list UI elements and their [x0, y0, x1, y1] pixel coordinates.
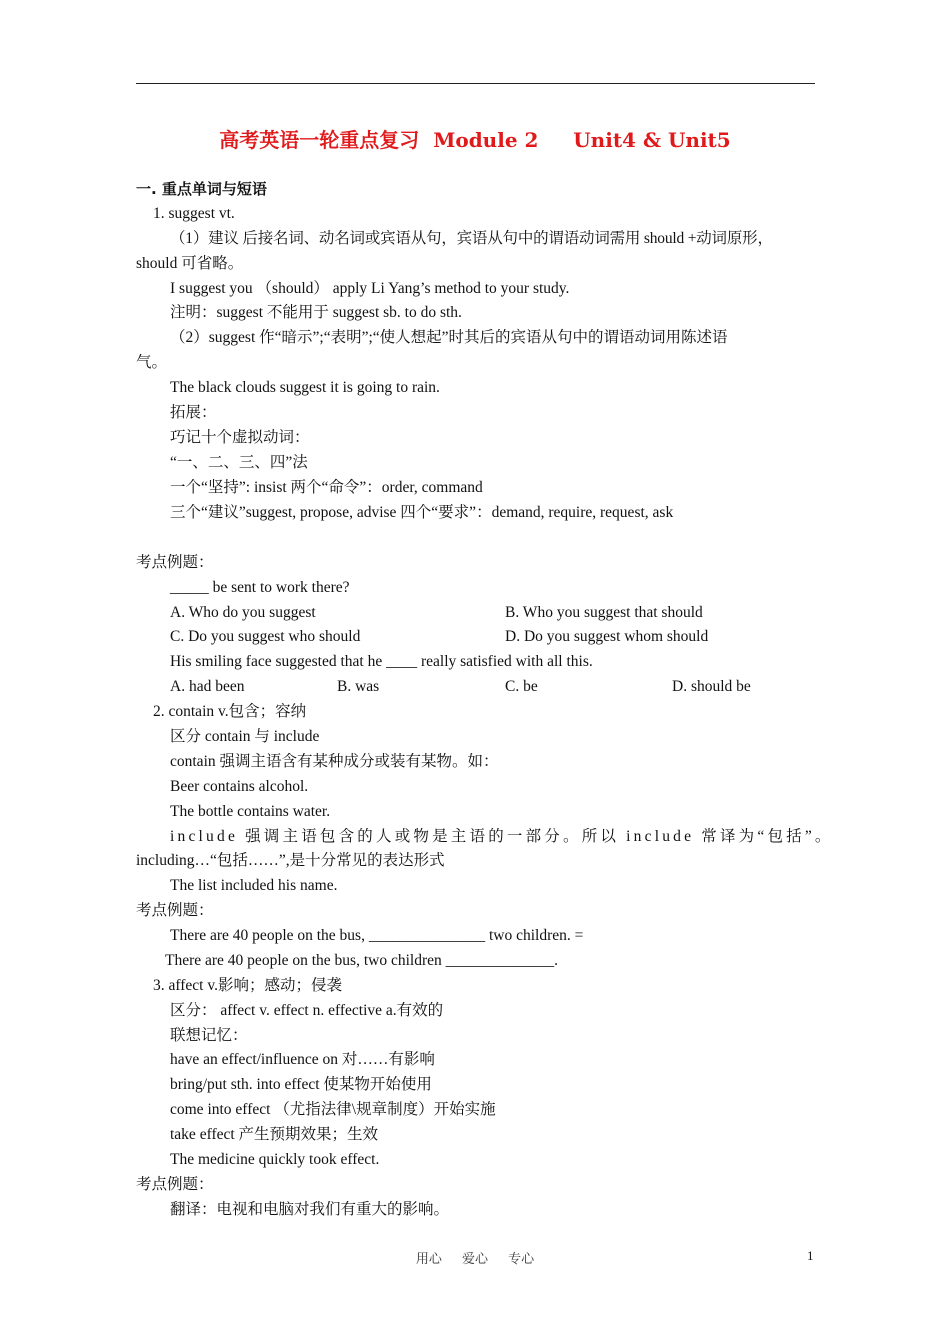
exercise-question: There are 40 people on the bus, _______________ two children. = — [170, 927, 584, 944]
header-rule — [136, 83, 815, 84]
option-c: C. Do you suggest who should — [170, 628, 361, 645]
exercise-question: His smiling face suggested that he ____ really satisfied with all this. — [170, 653, 593, 670]
option-a: A. had been — [170, 678, 245, 695]
text-line: should 可省略。 — [136, 255, 244, 272]
section-heading: 一. 重点单词与短语 — [136, 180, 267, 198]
text-line: 区分： affect v. effect n. effective a.有效的 — [170, 1002, 444, 1019]
option-d: D. Do you suggest whom should — [505, 628, 709, 645]
example-sentence: I suggest you （should） apply Li Yang’s method to your study. — [170, 280, 570, 297]
text-line: 拓展： — [170, 404, 217, 421]
exercise-question: 翻译：电视和电脑对我们有重大的影响。 — [170, 1201, 450, 1218]
text-line: “一、二、三、四”法 — [170, 454, 308, 471]
example-sentence: Beer contains alcohol. — [170, 778, 309, 795]
phrase-line: come into effect （尤指法律\规章制度）开始实施 — [170, 1101, 496, 1118]
text-line: （1）建议 后接名词、动名词或宾语从句，宾语从句中的谓语动词需用 should +动词原形， — [170, 230, 773, 247]
phrase-line: bring/put sth. into effect 使某物开始使用 — [170, 1076, 432, 1093]
exercise-question: There are 40 people on the bus, two children ______________. — [165, 952, 559, 969]
text-line: 区分 contain 与 include — [170, 728, 320, 745]
option-c: C. be — [505, 678, 538, 695]
text-line: 巧记十个虚拟动词： — [170, 429, 310, 446]
footer-text: 专心 — [508, 1252, 535, 1267]
option-a: A. Who do you suggest — [170, 604, 316, 621]
option-d: D. should be — [672, 678, 751, 695]
example-sentence: The black clouds suggest it is going to rain. — [170, 379, 440, 396]
phrase-line: take effect 产生预期效果；生效 — [170, 1126, 379, 1143]
page-title: 高考英语一轮重点复习 Module 2 Unit4 & Unit5 — [219, 128, 731, 152]
exercise-question: _____ be sent to work there? — [170, 579, 350, 596]
option-b: B. Who you suggest that should — [505, 604, 703, 621]
item-heading-suggest: 1. suggest vt. — [153, 205, 235, 222]
example-sentence: The bottle contains water. — [170, 803, 331, 820]
text-line: 三个“建议”suggest, propose, advise 四个“要求”：demand, require, request, ask — [170, 504, 674, 521]
text-line: 气。 — [136, 354, 168, 371]
item-heading-affect: 3. affect v.影响；感动；侵袭 — [153, 977, 342, 994]
page-number: 1 — [807, 1248, 814, 1263]
phrase-line: have an effect/influence on 对……有影响 — [170, 1051, 435, 1068]
example-sentence: The medicine quickly took effect. — [170, 1151, 380, 1168]
exercise-label: 考点例题： — [136, 554, 214, 571]
text-line: 联想记忆： — [170, 1027, 248, 1044]
example-sentence: The list included his name. — [170, 877, 338, 894]
text-line: （2）suggest 作“暗示”;“表明”;“使人想起”时其后的宾语从句中的谓语动词用陈述语 — [170, 329, 728, 346]
text-line: include 强调主语包含的人或物是主语的一部分。所以 include 常译为“包括”。 — [170, 828, 834, 845]
footer-text: 用心 — [415, 1252, 442, 1267]
item-heading-contain: 2. contain v.包含；容纳 — [153, 703, 307, 720]
exercise-label: 考点例题： — [136, 902, 214, 919]
text-line: 注明：suggest 不能用于 suggest sb. to do sth. — [170, 304, 462, 321]
exercise-label: 考点例题： — [136, 1176, 214, 1193]
text-line: contain 强调主语含有某种成分或装有某物。如： — [170, 753, 499, 770]
option-b: B. was — [337, 678, 380, 695]
text-line: including…“包括……”,是十分常见的表达形式 — [136, 852, 445, 869]
text-line: 一个“坚持”: insist 两个“命令”：order, command — [170, 479, 483, 496]
footer-text: 爱心 — [461, 1252, 488, 1267]
